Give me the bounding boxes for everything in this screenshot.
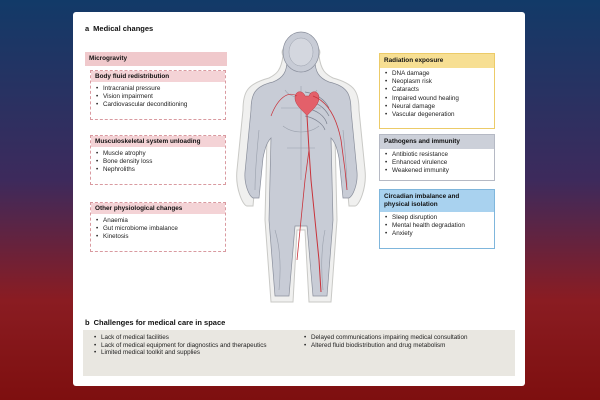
list-item: • Delayed communications impairing medical consultation	[311, 334, 509, 342]
pathogens-title: Pathogens and immunity	[380, 135, 494, 149]
microgravity-label: Microgravity	[89, 55, 128, 62]
other-changes-box	[90, 202, 226, 252]
list-item: • Neural damage	[392, 103, 494, 111]
challenges-right-column	[299, 334, 509, 372]
list-item: • Nephroliths	[103, 166, 225, 174]
section-b-title: Challenges for medical care in space	[93, 318, 226, 327]
list-item: • Anaemia	[103, 217, 225, 225]
list-item: • Neoplasm risk	[392, 78, 494, 86]
list-item: • Gut microbiome imbalance	[103, 225, 225, 233]
challenges-left-list	[89, 334, 299, 357]
list-item: • Enhanced virulence	[392, 159, 494, 167]
microgravity-bar	[85, 52, 227, 66]
section-b-letter: b	[85, 318, 90, 327]
list-item: • Bone density loss	[103, 158, 225, 166]
musculoskeletal-box	[90, 135, 226, 185]
other-changes-title: Other physiological changes	[91, 203, 225, 214]
list-item: • Weakened immunity	[392, 167, 494, 175]
section-a-title: Medical changes	[93, 24, 154, 33]
list-item: • Altered fluid biodistribution and drug metabolism	[311, 342, 509, 350]
body-fluid-list	[91, 85, 225, 110]
list-item: • Kinetosis	[103, 233, 225, 241]
list-item: • Vascular degeneration	[392, 111, 494, 119]
challenges-panel	[83, 330, 515, 376]
list-item: • Cardiovascular deconditioning	[103, 101, 225, 109]
list-item: • Intracranial pressure	[103, 85, 225, 93]
section-b-heading	[85, 318, 225, 327]
other-changes-list	[91, 217, 225, 242]
list-item: • Muscle atrophy	[103, 150, 225, 158]
human-figure-illustration	[225, 30, 377, 312]
musculoskeletal-list	[91, 150, 225, 175]
challenges-right-list	[299, 334, 509, 349]
list-item: • Limited medical toolkit and supplies	[101, 349, 299, 357]
list-item: • Sleep disruption	[392, 214, 494, 222]
musculoskeletal-title: Musculoskeletal system unloading	[91, 136, 225, 147]
circadian-title-line1: Circadian imbalance and	[384, 193, 460, 200]
circadian-title-line2: physical isolation	[384, 201, 438, 208]
radiation-list	[380, 70, 494, 119]
list-item: • Vision impairment	[103, 93, 225, 101]
list-item: • Lack of medical facilities	[101, 334, 299, 342]
radiation-title: Radiation exposure	[380, 54, 494, 68]
astronaut-body-icon	[225, 30, 377, 312]
list-item: • Antibiotic resistance	[392, 151, 494, 159]
circadian-list	[380, 214, 494, 239]
figure-card	[73, 12, 525, 386]
circadian-box	[379, 189, 495, 249]
circadian-title	[380, 190, 494, 212]
radiation-box	[379, 53, 495, 129]
list-item: • Cataracts	[392, 86, 494, 94]
challenges-left-column	[89, 334, 299, 372]
section-a-heading	[85, 24, 153, 33]
list-item: • DNA damage	[392, 70, 494, 78]
pathogens-box	[379, 134, 495, 181]
body-fluid-title: Body fluid redistribution	[91, 71, 225, 82]
body-fluid-box	[90, 70, 226, 120]
list-item: • Lack of medical equipment for diagnostics and therapeutics	[101, 342, 299, 350]
list-item: • Mental health degradation	[392, 222, 494, 230]
section-a-letter: a	[85, 24, 90, 33]
list-item: • Impaired wound healing	[392, 95, 494, 103]
pathogens-list	[380, 151, 494, 176]
list-item: • Anxiety	[392, 230, 494, 238]
